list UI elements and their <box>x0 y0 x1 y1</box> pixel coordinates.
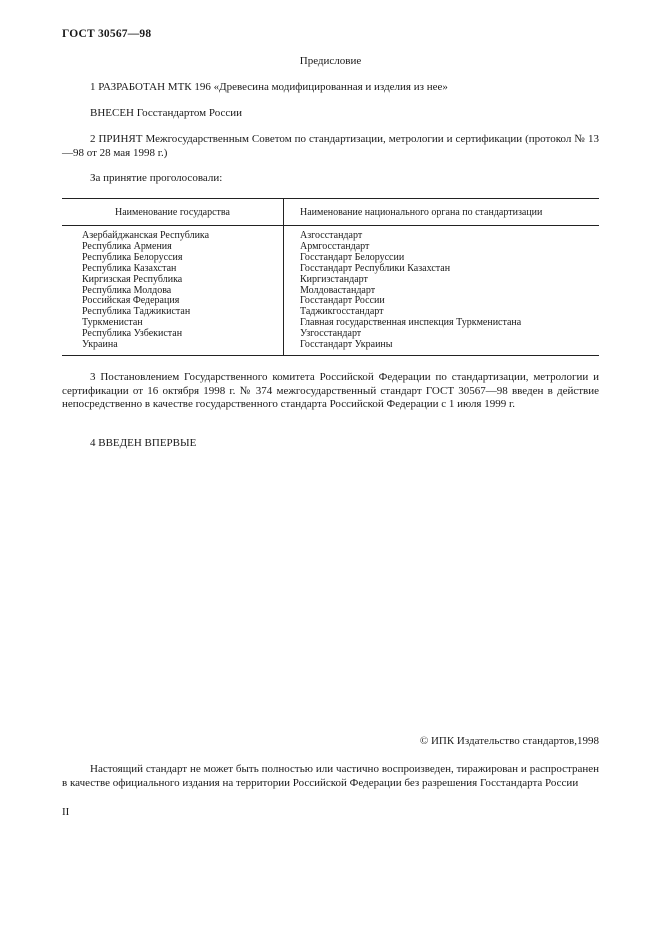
section-4-paragraph: 4 ВВЕДЕН ВПЕРВЫЕ <box>90 437 197 449</box>
state-name: Украина <box>82 339 118 351</box>
state-name: Киргизская Республика <box>82 273 183 285</box>
standards-body-name: Киргизстандарт <box>300 273 368 285</box>
state-name: Российская Федерация <box>82 295 180 307</box>
copyright-notice: © ИПК Издательство стандартов,1998 <box>419 735 599 747</box>
standards-body-name: Госстандарт Белоруссии <box>300 251 405 263</box>
state-name: Республика Казахстан <box>82 262 177 274</box>
submitted-by-paragraph: ВНЕСЕН Госстандартом России <box>90 107 243 119</box>
state-name: Республика Молдова <box>82 284 172 296</box>
page-number: II <box>62 806 70 818</box>
reproduction-notice: Настоящий стандарт не может быть полностью или частично воспроизведен, тиражирован и распространен в качестве официального издания на территории Российской Федерации без разрешения Госстандарта России <box>62 763 599 789</box>
standards-body-name: Узгосстандарт <box>300 328 362 340</box>
standards-body-name: Азгосстандарт <box>300 230 363 241</box>
state-name: Республика Таджикистан <box>82 306 191 318</box>
bodies-column <box>284 226 600 356</box>
voted-for-paragraph: За принятие проголосовали: <box>90 172 223 184</box>
states-column <box>62 226 284 356</box>
standards-body-name: Главная государственная инспекция Туркменистана <box>300 317 522 329</box>
state-name: Азербайджанская Республика <box>82 230 210 241</box>
section-3-paragraph: 3 Постановлением Государственного комитета Российской Федерации по стандартизации, метрологии и сертификации от 16 октября 1998 г. № 374 межгосударственный стандарт ГОСТ 30567—98 введен в действие непосредственно в качестве государственного стандарта Российской Федерации с 1 июля 1999 г. <box>62 371 599 410</box>
standards-body-name: Таджикгосстандарт <box>300 306 384 318</box>
developed-by-paragraph: 1 РАЗРАБОТАН МТК 196 «Древесина модифицированная и изделия из нее» <box>90 81 448 93</box>
document-code: ГОСТ 30567—98 <box>62 28 152 40</box>
state-name: Республика Армения <box>82 240 172 252</box>
adopted-by-paragraph: 2 ПРИНЯТ Межгосударственным Советом по стандартизации, метрологии и сертификации (протокол № 13—98 от 28 мая 1998 г.) <box>62 133 599 159</box>
column-header-state: Наименование государства <box>62 199 284 226</box>
state-name: Республика Белоруссия <box>82 251 183 263</box>
state-name: Туркменистан <box>82 317 143 329</box>
column-header-body: Наименование национального органа по стандартизации <box>284 199 600 226</box>
voting-states-table <box>62 198 599 356</box>
standards-body-name: Госстандарт Республики Казахстан <box>300 262 451 274</box>
standards-body-name: Госстандарт России <box>300 295 385 307</box>
preface-title: Предисловие <box>299 55 362 67</box>
state-name: Республика Узбекистан <box>82 328 183 340</box>
standards-body-name: Молдовастандарт <box>300 284 376 296</box>
standards-body-name: Армгосстандарт <box>300 240 370 252</box>
standards-body-name: Госстандарт Украины <box>300 339 393 351</box>
table-body-row <box>62 226 599 356</box>
table-header-row <box>62 199 599 226</box>
